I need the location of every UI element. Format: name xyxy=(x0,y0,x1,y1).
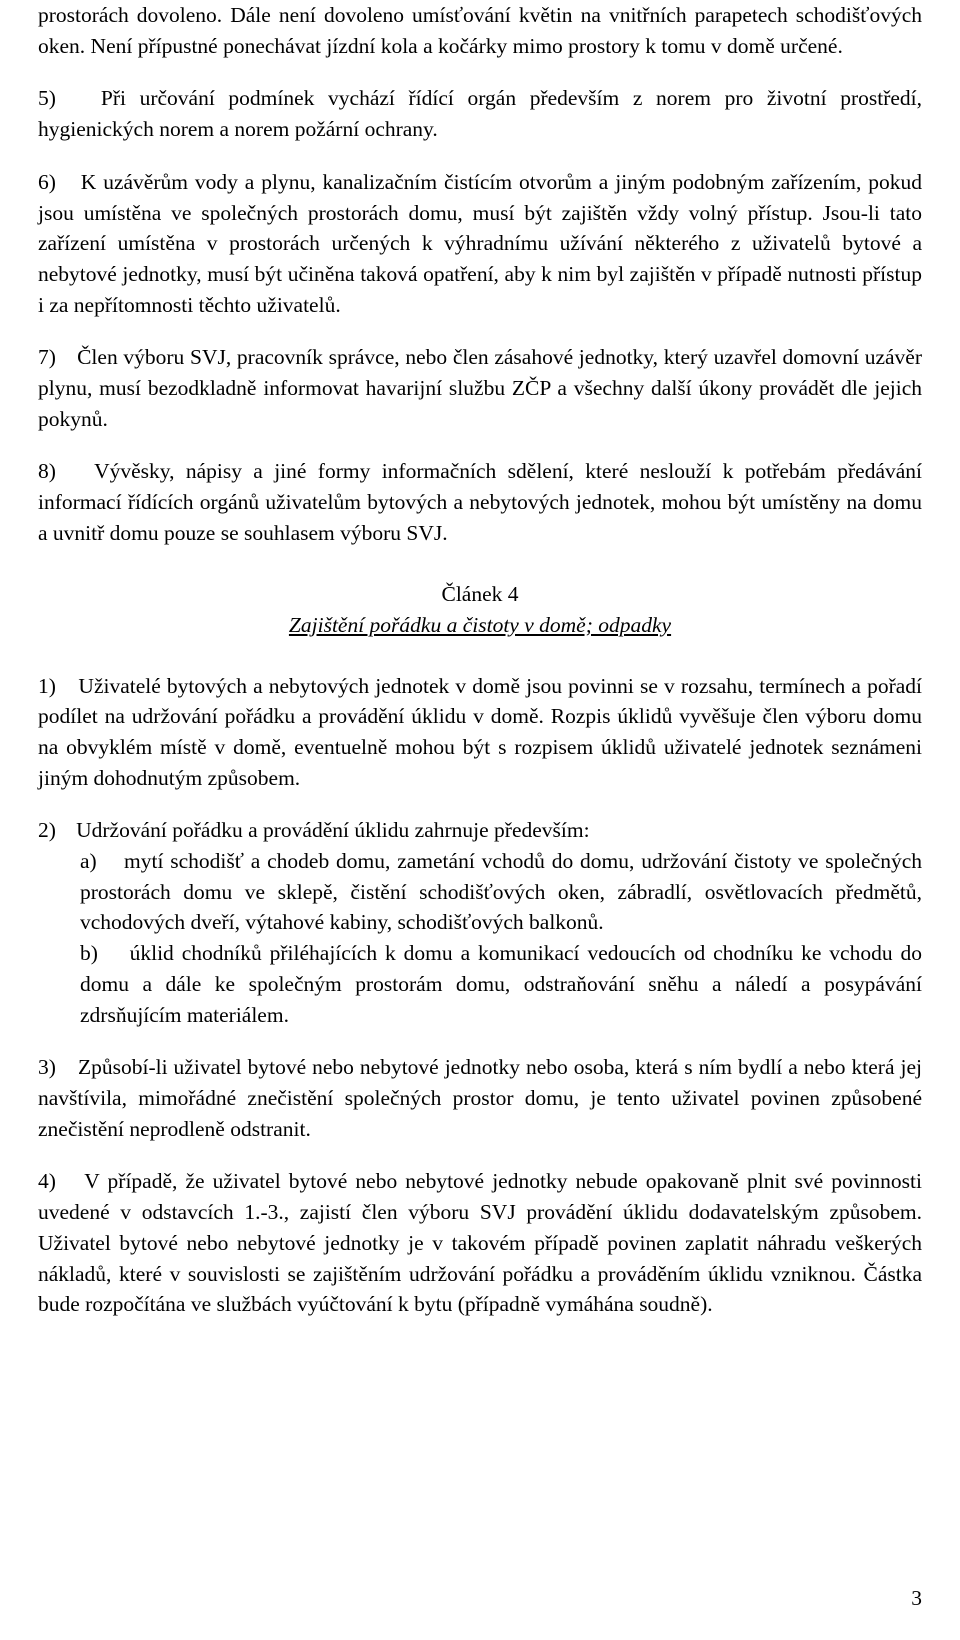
item-number: 6) xyxy=(38,169,56,194)
article-subtitle: Zajištění pořádku a čistoty v domě; odpadky xyxy=(288,612,672,637)
sub-item-text: úklid chodníků přiléhajících k domu a komunikací vedoucích od chodníku ke vchodu do domu a dále ke společným prostorám domu, odstraňování sněhu a náledí a posypávání zdrsňujícím materiálem. xyxy=(80,941,922,1027)
item-number: 5) xyxy=(38,86,56,111)
item-number: 3) xyxy=(38,1055,56,1080)
sub-item-text: mytí schodišť a chodeb domu, zametání vchodů do domu, udržování čistoty ve společných prostorách domu ve sklepě, čistění schodišťových oken, zábradlí, osvětlovacích předmětů, vchodových dveří, výtahové kabiny, schodišťových balkonů. xyxy=(80,849,923,935)
art-item-3 xyxy=(38,1052,922,1144)
sub-item-label: b) xyxy=(80,941,98,966)
item-number: 4) xyxy=(38,1169,56,1194)
item-text: Způsobí-li uživatel bytové nebo nebytové jednotky nebo osoba, která s ním bydlí a nebo která jej navštívila, mimořádné znečistění společných prostor domu, je tento uživatel povinen způsobené znečistění neprodleně odstranit. xyxy=(38,1055,922,1141)
item-5 xyxy=(38,83,922,144)
document-page xyxy=(38,0,922,1320)
item-number: 8) xyxy=(38,459,56,484)
item-text: K uzávěrům vody a plynu, kanalizačním čistícím otvorům a jiným podobným zařízením, pokud jsou umístěna ve společných prostorách domu, musí být zajištěn vždy volný přístup. Jsou-li tato zařízení umístěna v prostorách určených k výhradnímu užívání některého z uživatelů bytové a nebytové jednotky, musí být učiněna taková opatření, aby k nim byl zajištěn v případě nutnosti přístup i za nepřítomnosti těchto uživatelů. xyxy=(38,169,922,317)
item-text: Udržování pořádku a provádění úklidu zahrnuje především: xyxy=(76,818,590,843)
item-text: Člen výboru SVJ, pracovník správce, nebo člen zásahové jednotky, který uzavřel domovní uzávěr plynu, musí bezodkladně informovat havarijní službu ZČP a všechny další úkony provádět dle jejich pokynů. xyxy=(38,345,922,431)
item-text: Uživatelé bytových a nebytových jednotek v domě jsou povinni se v rozsahu, termínech a pořadí podílet na udržování pořádku a provádění úklidu v domě. Rozpis úklidů vyvěšuje člen výboru domu na obvyklém místě v domě, eventuelně mohou být s rozpisem úklidů uživatelé jednotek seznámeni jiným dohodnutým způsobem. xyxy=(38,673,922,790)
art-item-1 xyxy=(38,671,922,794)
sub-item-a xyxy=(38,846,922,938)
item-number: 7) xyxy=(38,345,56,370)
art-item-2 xyxy=(38,815,922,846)
item-text: Při určování podmínek vychází řídící orgán především z norem pro životní prostředí, hygienických norem a norem požární ochrany. xyxy=(38,86,923,142)
sub-item-b xyxy=(38,938,922,1030)
item-number: 2) xyxy=(38,818,56,843)
item-text: Vývěsky, nápisy a jiné formy informačních sdělení, které neslouží k potřebám předávání informací řídících orgánů uživatelům bytových a nebytových jednotek, mohou být umístěny na domu a uvnitř domu pouze se souhlasem výboru SVJ. xyxy=(38,459,923,545)
item-text: V případě, že uživatel bytové nebo nebytové jednotky nebude opakovaně plnit své povinnosti uvedené v odstavcích 1.-3., zajistí člen výboru SVJ provádění úklidu dodavatelským způsobem. Uživatel bytové nebo nebytové jednotky je v takovém případě povinen zaplatit náhradu veškerých nákladů, které v souvislosti se zajištěním udržování pořádku a prováděním úklidu vzniknou. Částka bude rozpočítána ve službách vyúčtování k bytu (případně vymáhána soudně). xyxy=(38,1169,923,1317)
art-item-4 xyxy=(38,1166,922,1320)
item-number: 1) xyxy=(38,673,56,698)
item-7 xyxy=(38,342,922,434)
item-6 xyxy=(38,167,922,321)
article-title: Článek 4 xyxy=(441,581,519,606)
intro-paragraph: prostorách dovoleno. Dále není dovoleno umísťování květin na vnitřních parapetech schodišťových oken. Není přípustné ponechávat jízdní kola a kočárky mimo prostory k tomu v domě určené. xyxy=(38,3,922,58)
item-8 xyxy=(38,456,922,548)
sub-item-label: a) xyxy=(80,849,97,874)
page-number: 3 xyxy=(911,1586,922,1610)
